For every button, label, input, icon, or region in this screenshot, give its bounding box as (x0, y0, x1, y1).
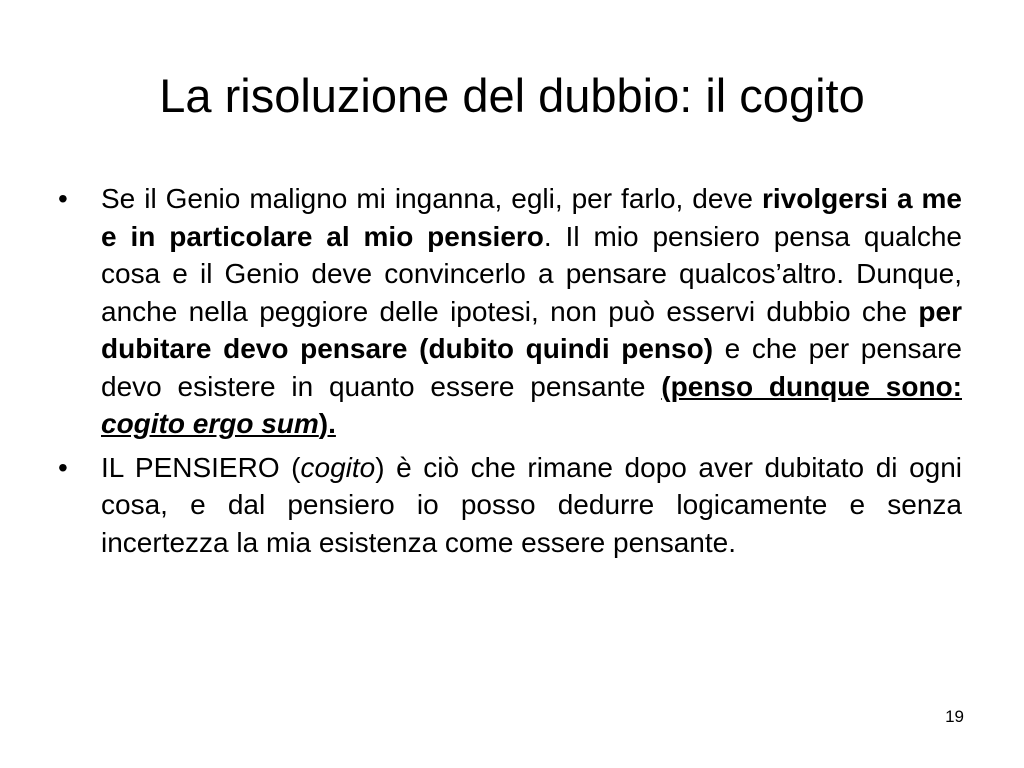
italic-word-cogito: cogito (300, 451, 376, 483)
bullet-text-segment: (penso dunque sono: (661, 370, 962, 402)
bold-phrase-doubt-think: per dubitare devo pensare (dubito quindi penso) (101, 295, 962, 364)
bold-phrase-address-thought: rivolgersi a me e in particolare al mio pensiero (101, 183, 963, 252)
bullet-text-segment: Se il Genio maligno mi inganna, egli, per farlo, deve (101, 183, 762, 214)
bullet-text-segment: ) è ciò che rimane dopo aver dubitato di ogni cosa, e dal pensiero io posso dedurre logicamente e senza incertezza la mia esistenza come essere pensante. (101, 451, 963, 558)
bullet-text-segment: e che per pensare devo esistere in quanto essere pensante (101, 333, 962, 402)
slide-title: La risoluzione del dubbio: il cogito (159, 69, 865, 122)
italic-phrase-cogito-ergo-sum: cogito ergo sum (101, 408, 319, 439)
bullet-item-doubt-resolution (58, 180, 962, 443)
bullet-marker: • (58, 451, 68, 483)
bullet-list (58, 180, 962, 567)
bullet-text-segment: IL PENSIERO ( (101, 451, 301, 483)
bullet-item-il-pensiero (58, 449, 962, 562)
bullet-text-segment: ). (318, 408, 336, 439)
page-number: 19 (945, 707, 964, 726)
bullet-text-segment: . Il mio pensiero pensa qualche cosa e il Genio deve convincerlo a pensare qualcos’altro. Dunque, anche nella peggiore delle ipotesi, non può esservi dubbio che (101, 220, 962, 327)
bullet-marker: • (58, 183, 68, 214)
